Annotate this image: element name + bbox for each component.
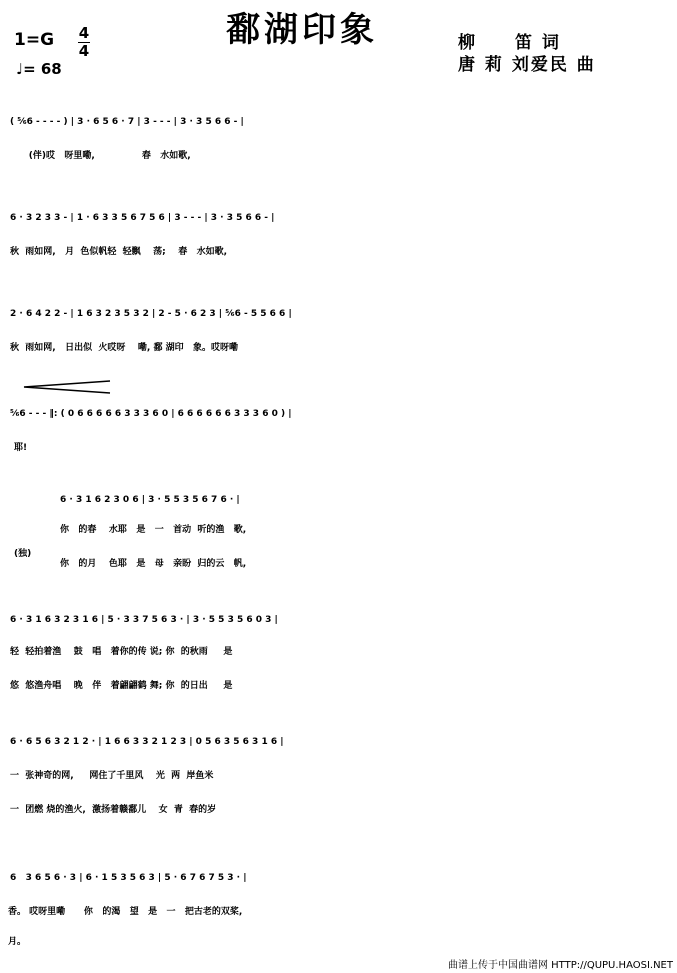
lyric-line-verse-2: 月。 [8, 937, 27, 947]
score-header [0, 0, 677, 90]
crescendo-icon [22, 380, 112, 394]
lyricist-credit: 柳 笛 词 [458, 33, 561, 53]
meter-bottom: 4 [78, 42, 90, 60]
notation-line: ( ⁵⁄₆6 - - - - ) | 3 · 6 5 6 · 7 | 3 - - - | 3 · 3 5 6 6 - | [10, 117, 244, 127]
lyric-line: (伴)哎 呀里嘞, 春 水如歌, [10, 151, 191, 161]
meter-top: 4 [78, 24, 90, 42]
tempo-marking: ♩= 68 [16, 60, 62, 78]
lyric-line-verse-1: 你 的春 水耶 是 一 首动 听的渔 歌, [60, 525, 247, 535]
lyric-line-verse-1: 香。 哎呀里嘞 你 的渴 望 是 一 把古老的双桨, [8, 907, 243, 917]
song-title: 鄱湖印象 [226, 10, 378, 50]
site-watermark: 曲谱上传于中国曲谱网 HTTP://QUPU.HAOSI.NET [447, 960, 673, 971]
composer-credit: 唐 莉 刘爱民 曲 [458, 55, 596, 75]
time-signature [78, 26, 90, 59]
lyric-line-verse-2: 一 团燃 烧的渔火, 激扬着赣鄱儿 女 青 春的岁 [10, 805, 217, 815]
notation-line: 6 · 6 5 6 3 2 1 2 · | 1 6 6 3 3 2 1 2 3 | 0 5 6 3 5 6 3 1 6 | [10, 737, 284, 747]
solo-part-label: (独) [14, 549, 32, 559]
lyric-line-verse-2: 你 的月 色耶 是 母 亲盼 归的云 帆, [60, 559, 247, 569]
notation-line: 6 · 3 2 3 3 - | 1 · 6 3 3 5 6 7 5 6 | 3 - - - | 3 · 3 5 6 6 - | [10, 213, 275, 223]
lyric-line: 耶! [14, 443, 28, 453]
lyric-line-verse-2: 悠 悠渔舟唱 晚 伴 着翩翩鹤 舞; 你 的日出 是 [10, 681, 233, 691]
notation-line: 6 · 3 1 6 2 3 0 6 | 3 · 5 5 3 5 6 7 6 · | [60, 495, 240, 505]
notation-line: 6 · 3 1 6 3 2 3 1 6 | 5 · 3 3 7 5 6 3 · | 3 · 5 5 3 5 6 0 3 | [10, 615, 278, 625]
lyric-line: 秋 雨如网, 日出似 火哎呀 嘞, 鄱 湖印 象。哎呀嘞 [10, 343, 238, 353]
lyric-line: 秋 雨如网, 月 色似帆轻 轻飘 荡; 春 水如歌, [10, 247, 228, 257]
lyric-line-verse-1: 一 张神奇的网, 网住了千里风 光 两 岸鱼米 [10, 771, 214, 781]
key-signature: 1=G [14, 30, 55, 50]
notation-line: ⁵⁄₆6 - - - ‖: ( 0 6 6 6 6 6 3 3 3 6 0 | 6 6 6 6 6 6 3 3 3 6 0 ) | [10, 409, 292, 419]
lyric-line-verse-1: 轻 轻拍着渔 鼓 唱 着你的传 说; 你 的秋雨 是 [10, 647, 233, 657]
notation-line: 6 3 6 5 6 · 3 | 6 · 1 5 3 5 6 3 | 5 · 6 7 6 7 5 3 · | [10, 873, 247, 883]
notation-line: 2 · 6 4 2 2 - | 1 6 3 2 3 5 3 2 | 2 - 5 · 6 2 3 | ⁵⁄₆6 - 5 5 6 6 | [10, 309, 292, 319]
